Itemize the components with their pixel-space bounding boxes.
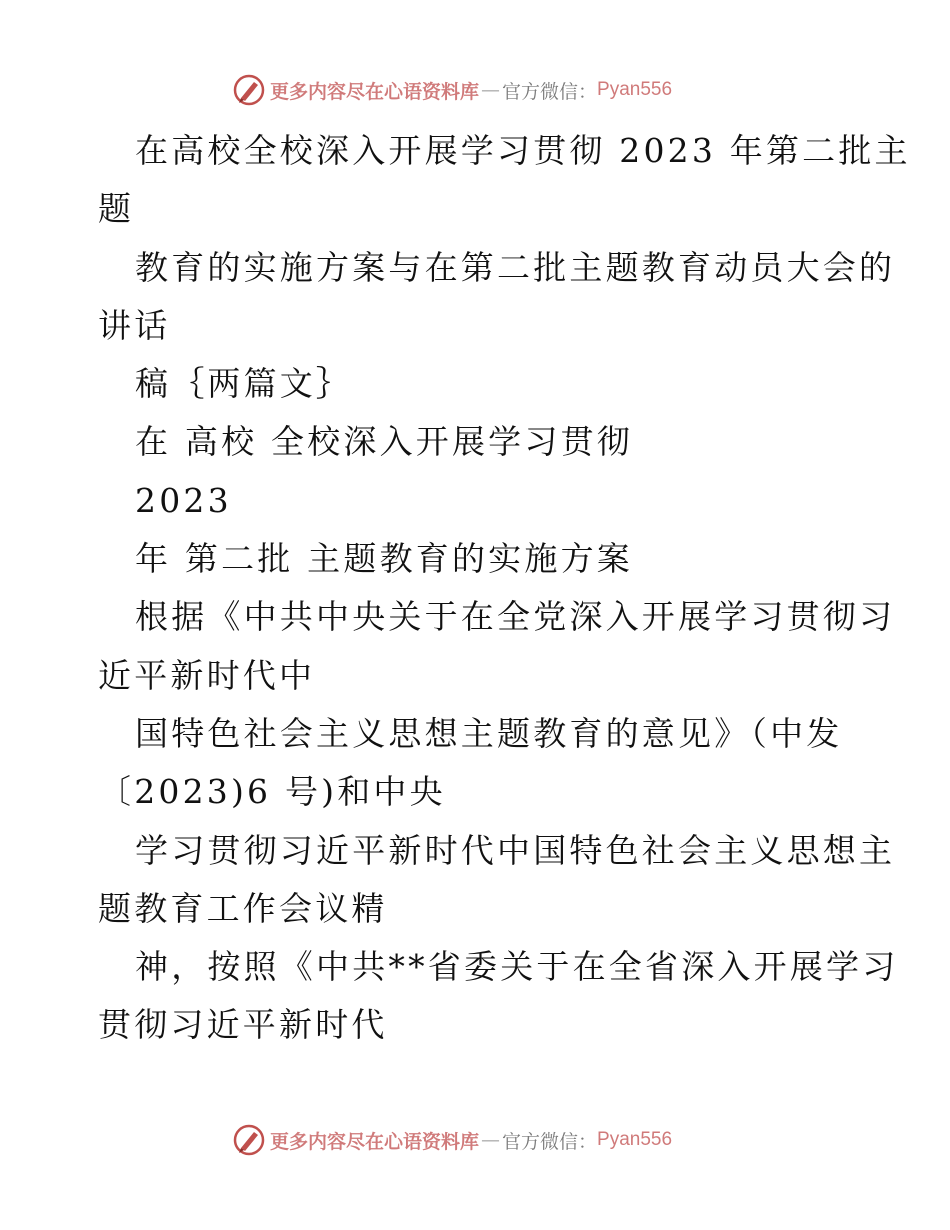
watermark-wechat-id: Pyan556 (597, 79, 673, 100)
pen-logo-icon (232, 73, 266, 107)
watermark-text: 更多内容尽在心语资料库 (270, 80, 480, 103)
title-line-1: 在高校全校深入开展学习贯彻 2023 年第二批主 (135, 131, 911, 170)
watermark-text: 更多内容尽在心语资料库 (270, 1130, 480, 1153)
watermark-wechat-label: 官方微信： (502, 80, 598, 103)
section-heading-line-2: 2023 (135, 480, 232, 520)
watermark-dash: — (481, 1129, 501, 1151)
watermark-wechat-id: Pyan556 (597, 1129, 673, 1150)
pen-logo-icon (232, 1123, 266, 1157)
title-line-3: 教育的实施方案与在第二批主题教育动员大会的 (135, 247, 896, 287)
title-line-2: 题 (98, 189, 135, 229)
title-line-4: 讲话 (98, 305, 171, 345)
footer-watermark (232, 1122, 672, 1158)
section-heading-line-3: 年 第二批 主题教育的实施方案 (135, 539, 633, 579)
paragraph-line: 学习贯彻习近平新时代中国特色社会主义思想主 (135, 830, 896, 870)
title-line-5: 稿｛两篇文｝ (135, 364, 353, 404)
document-body (98, 122, 911, 1055)
paragraph-line: 近平新时代中 (98, 655, 316, 695)
header-watermark (232, 72, 672, 108)
watermark-dash: — (481, 79, 501, 101)
paragraph-line: 〔2023)6 号)和中央 (98, 772, 446, 812)
paragraph-line: 贯彻习近平新时代 (98, 1005, 388, 1045)
paragraph-line: 根据《中共中央关于在全党深入开展学习贯彻习 (135, 597, 896, 637)
paragraph-line: 国特色社会主义思想主题教育的意见》（中发 (135, 713, 843, 753)
paragraph-line: 神，按照《中共**省委关于在全省深入开展学习 (135, 947, 899, 987)
section-heading-line-1: 在 高校 全校深入开展学习贯彻 (135, 422, 633, 462)
watermark-wechat-label: 官方微信： (502, 1130, 598, 1153)
paragraph-line: 题教育工作会议精 (98, 888, 388, 928)
